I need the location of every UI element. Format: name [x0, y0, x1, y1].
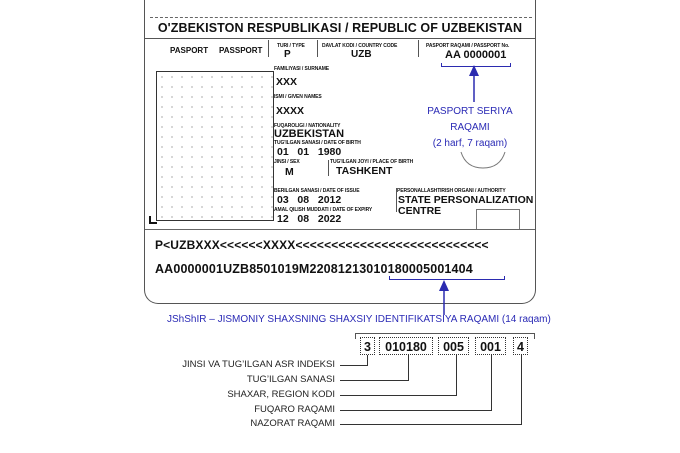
signature-box [476, 209, 520, 230]
divider [418, 40, 419, 57]
mrz-line-1: P<UZBXXX<<<<<<XXXX<<<<<<<<<<<<<<<<<<<<<<<<<<< [155, 238, 489, 252]
mrz-suffix: 404 [451, 262, 473, 276]
connector [340, 424, 521, 425]
connector [367, 355, 368, 366]
connector [456, 355, 457, 396]
segment-label: JINSI VA TUG’ILGAN ASR INDEKSI [182, 359, 335, 370]
passport-number-label: PASPORT RAQAMI / PASSPORT No. [426, 43, 510, 49]
connector [408, 355, 409, 381]
mrz-divider [145, 229, 535, 230]
surname-value: XXX [276, 76, 298, 88]
mrz-prefix: AA0000001UZB8501019M2208121 [155, 262, 360, 276]
connector [521, 355, 522, 425]
doc-label-uz: PASPORT [170, 46, 209, 55]
segment-label: SHAXAR, REGION KODI [227, 389, 335, 400]
arrow-up-icon [468, 64, 480, 102]
country-label: DAVLAT KODI / COUNTRY CODE [322, 43, 398, 49]
dob-value: 01 01 1980 [277, 146, 342, 158]
given-names-label: ISMI / GIVEN NAMES [274, 94, 322, 100]
type-value: P [284, 49, 291, 60]
pinfl-segment: 001 [475, 337, 506, 355]
issue-date-value: 03 08 2012 [277, 194, 342, 206]
given-names-value: XXXX [276, 105, 305, 117]
passport-number-value: AA 0000001 [445, 49, 507, 61]
divider [317, 40, 318, 57]
arrow-up-icon [438, 279, 450, 315]
authority-value-line2: CENTRE [398, 205, 442, 217]
pinfl-segment: 4 [513, 337, 528, 355]
divider [328, 160, 329, 176]
serial-note-line: RAQAMI [450, 122, 490, 133]
divider [268, 40, 269, 57]
dob-label: TUG'ILGAN SANASI / DATE OF BIRTH [274, 140, 361, 146]
segment-label: FUQARO RAQAMI [254, 404, 335, 415]
pinfl-title: JShShIR – JISMONIY SHAXSNING SHAXSIY IDENTIFIKATSIYA RAQAMI (14 raqam) [167, 314, 551, 325]
passport-title: O'ZBEKISTON RESPUBLIKASI / REPUBLIC OF UZBEKISTAN [157, 21, 523, 35]
pinfl-segment: 3 [360, 337, 375, 355]
doc-label-en: PASSPORT [219, 46, 263, 55]
place-of-birth-label: TUG'ILGAN JOYI / PLACE OF BIRTH [330, 159, 414, 165]
pinfl-segment: 010180 [379, 337, 433, 355]
issue-date-label: BERILGAN SANASI / DATE OF ISSUE [274, 188, 360, 194]
country-value: UZB [351, 49, 372, 60]
authority-value-line1: STATE PERSONALIZATION [398, 194, 534, 206]
expiry-date-label: AMAL QILISH MUDDATI / DATE OF EXPIRY [274, 207, 373, 213]
mrz-line-2 [155, 262, 473, 276]
mrz-pinfl: 3010180005001 [359, 262, 452, 276]
sex-label: JINSI / SEX [274, 159, 300, 165]
divider [145, 38, 535, 39]
serial-note-line: (2 harf, 7 raqam) [432, 138, 508, 149]
connector [340, 410, 491, 411]
connector [340, 380, 409, 381]
type-label: TURI / TYPE [277, 43, 305, 49]
nationality-label: FUQAROLIGI / NATIONALITY [274, 123, 341, 129]
surname-label: FAMILIYASI / SURNAME [274, 66, 330, 72]
serial-note-line: PASPORT SERIYA [427, 106, 513, 117]
photo-placeholder [156, 71, 274, 221]
expiry-date-value: 12 08 2022 [277, 213, 342, 225]
connector [340, 395, 456, 396]
place-of-birth-value: TASHKENT [336, 165, 393, 177]
pinfl-segment: 005 [438, 337, 469, 355]
connector [491, 355, 492, 411]
authority-label: PERSONALLASHTIRISH ORGANI / AUTHORITY [397, 188, 506, 194]
perforation-line [150, 17, 532, 18]
connector [340, 365, 368, 366]
sex-value: M [285, 166, 294, 178]
serial-note [412, 104, 528, 152]
brace-curve [458, 150, 508, 170]
segment-label: TUG’ILGAN SANASI [246, 374, 335, 385]
segment-label: NAZORAT RAQAMI [250, 418, 335, 429]
corner-mark [149, 216, 157, 224]
nationality-value: UZBEKISTAN [274, 128, 345, 140]
